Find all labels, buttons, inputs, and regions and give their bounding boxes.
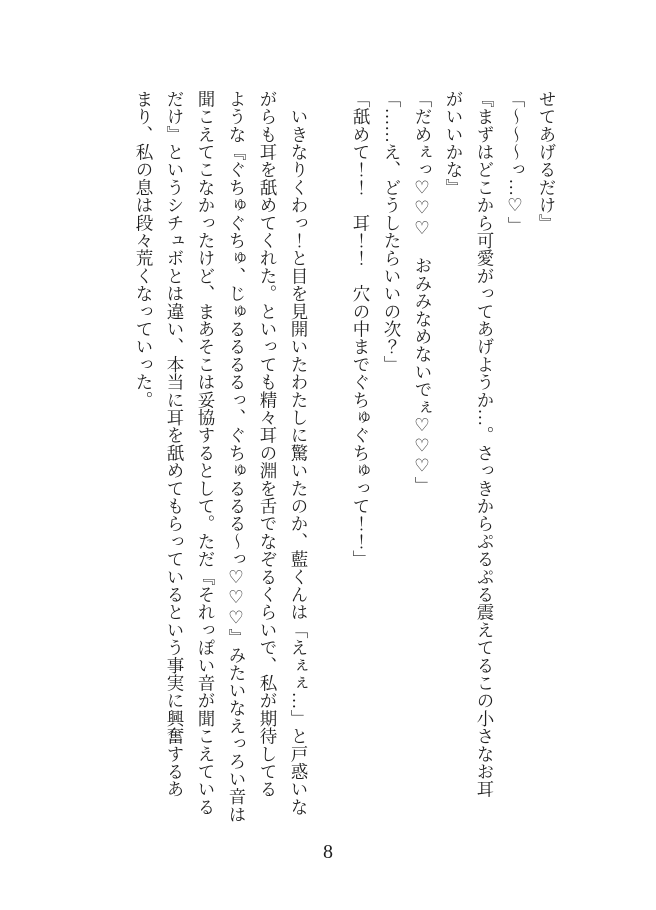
text-line: せてあげるだけ』	[537, 90, 557, 232]
page-number: 8	[323, 841, 333, 863]
text-line: 「舐めて！！ 耳！！ 穴の中までぐちゅぐちゅって！！」	[351, 90, 371, 568]
text-line: がいいかな』	[444, 90, 464, 197]
text-line: 『まずはどこから可愛がってあげようか…。さっきからぷるぷる震えてるこの小さなお耳	[475, 90, 495, 798]
text-line: 「……え、どうしたらいいの次？」	[382, 90, 402, 374]
text-line: まり、私の息は段々荒くなっていった。	[134, 90, 154, 409]
text-line: だけ』というシチュボとは違い、本当に耳を舐めてもらっているという事実に興奮するあ	[165, 90, 185, 798]
blank-line	[314, 90, 345, 835]
text-line: いきなりくわっ！と目を見開いたわたしに驚いたのか、藍くんは「えぇぇ…」と戸惑いな	[289, 90, 309, 816]
text-line: がらも耳を舐めてくれた。といっても精々耳の淵を舌でなぞるくらいで、私が期待してる	[258, 90, 278, 798]
text-line: ような『ぐちゅぐちゅ、じゅるるるるっ、ぐちゅるるる～っ♡♡♡』みたいなえっろい音は	[227, 90, 247, 824]
text-line: 「だめぇっ♡♡♡ おみみなめないでぇ♡♡♡」	[413, 90, 433, 495]
text-line: 聞こえてこなかったけど、まあそこは妥協するとして。ただ『それっぽい音が聞こえている	[196, 90, 216, 816]
text-line: 「～～～っ…♡」	[506, 90, 526, 235]
page-text-block	[128, 90, 562, 835]
